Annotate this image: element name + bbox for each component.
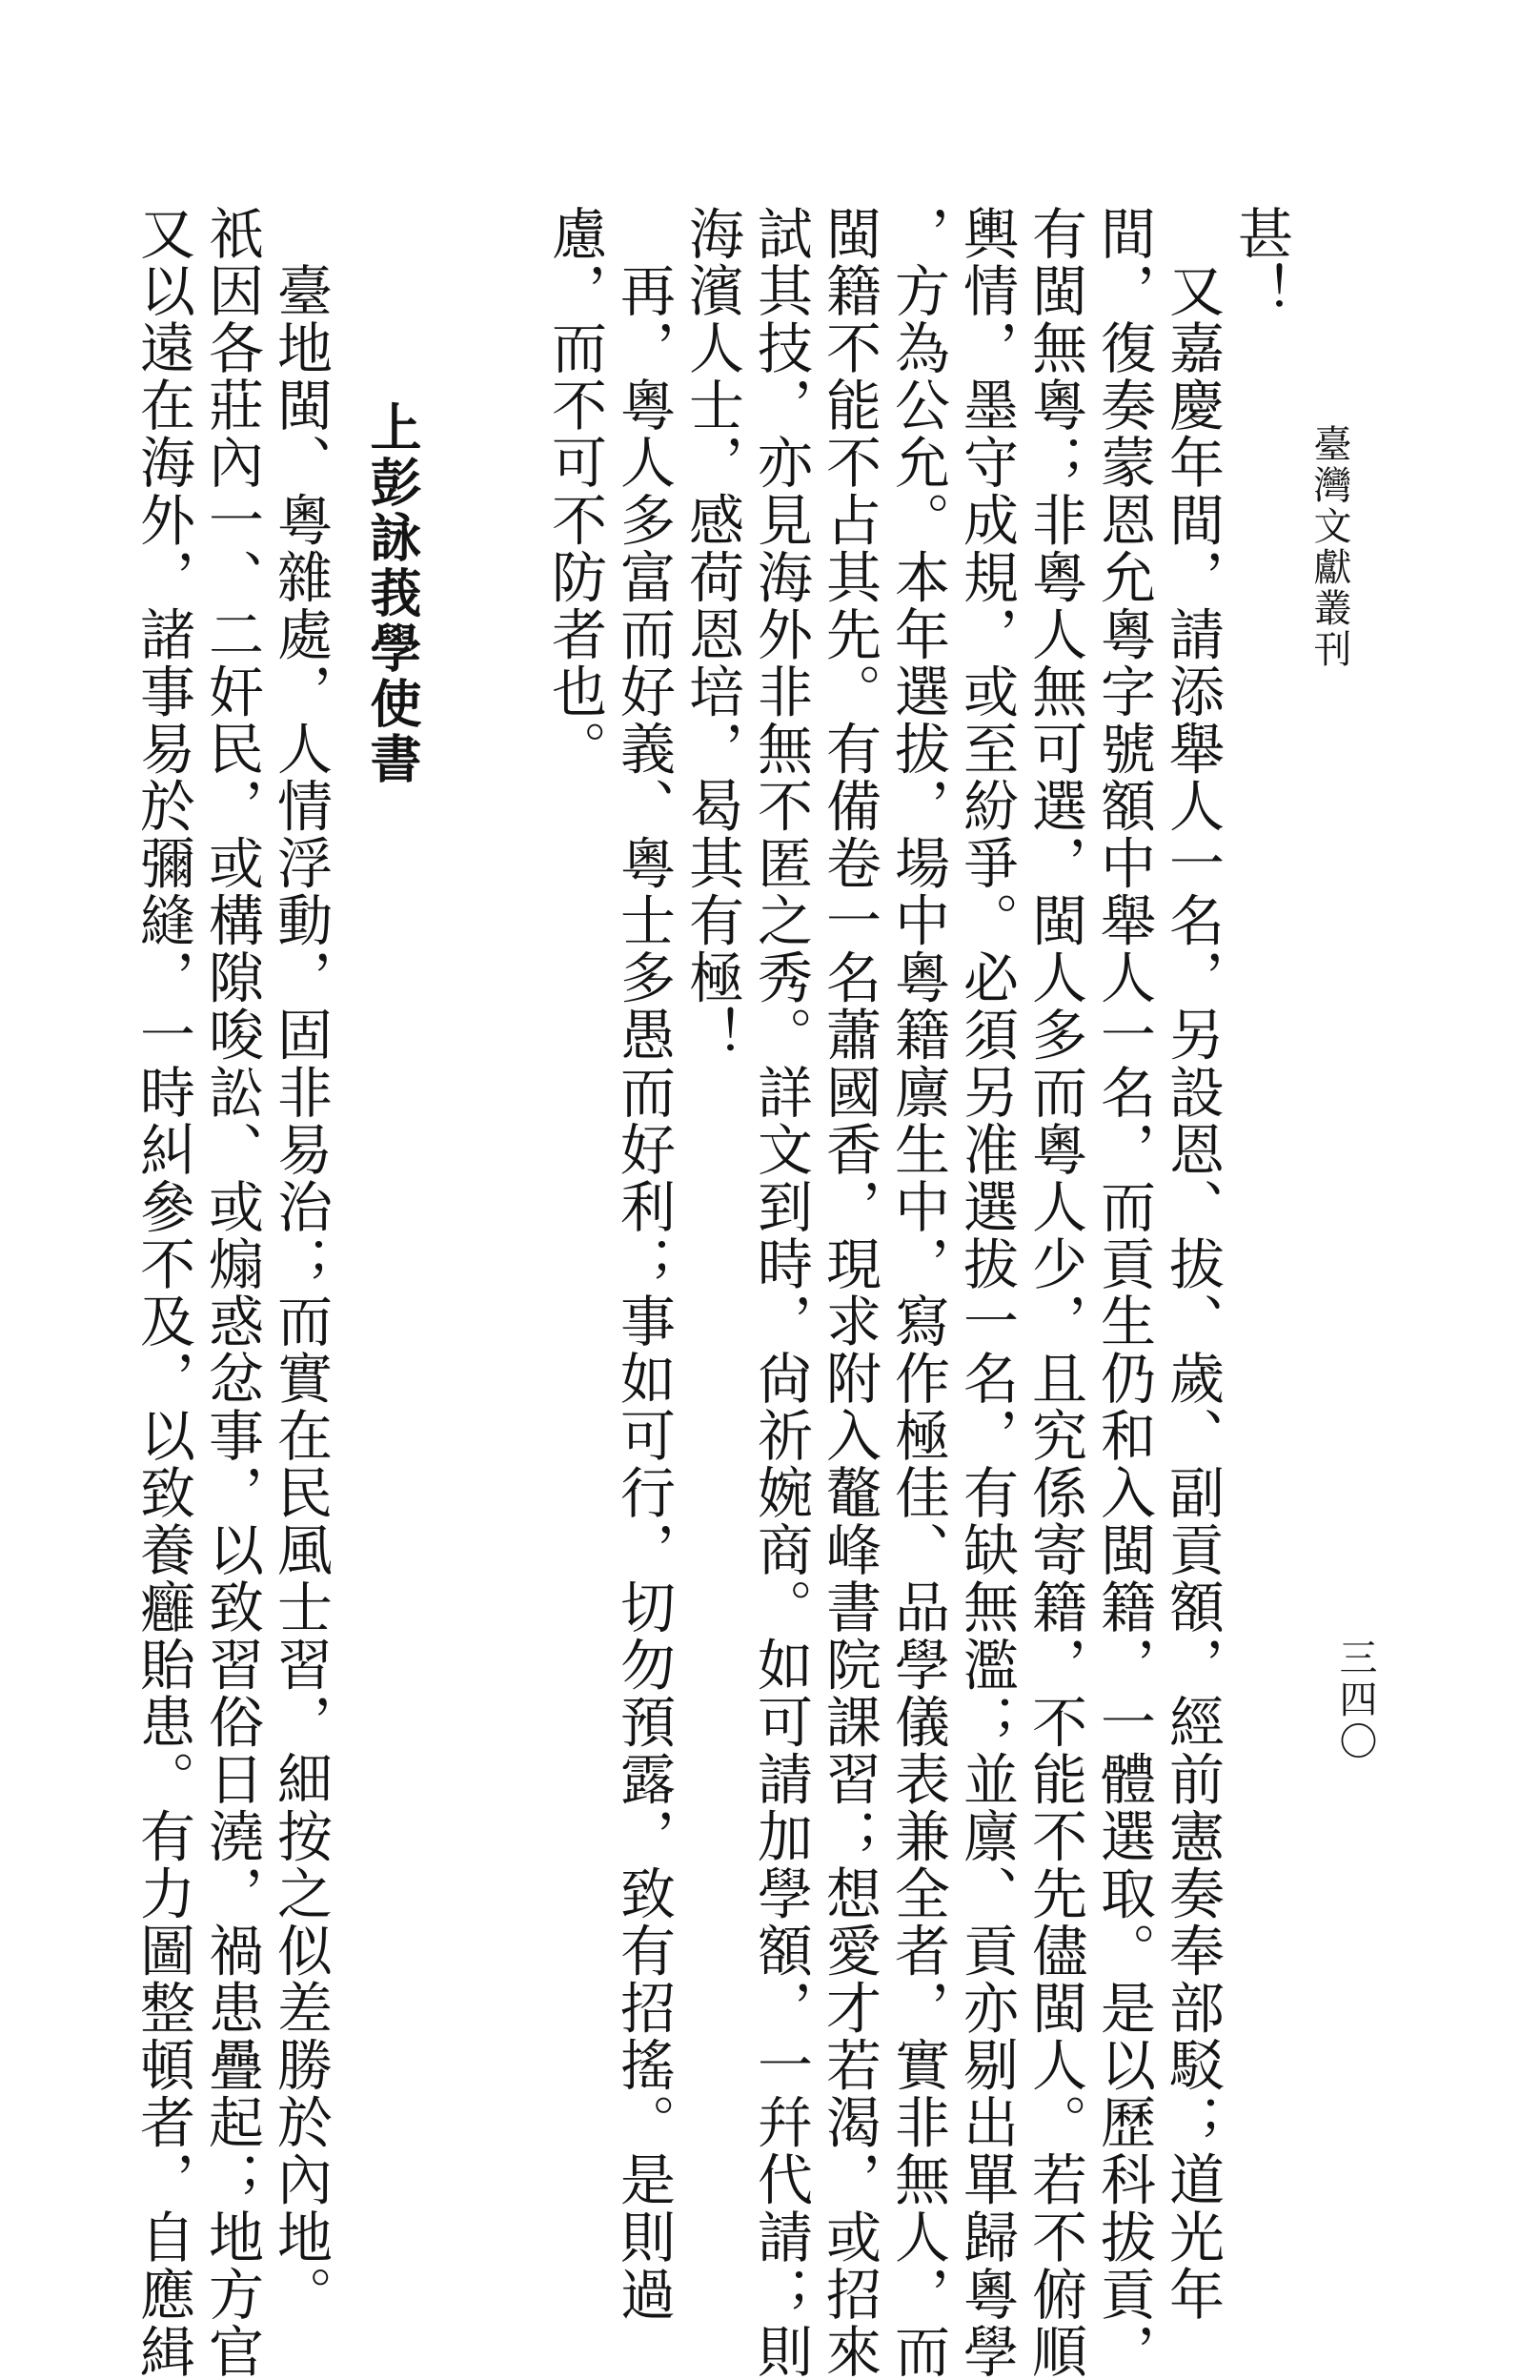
- text-column: ，方為公允。本年選拔，場中粵籍廪生中，寫作極佳、品學儀表兼全者，實非無人，而: [885, 205, 950, 2380]
- text-column: 閩籍不能不占其先。有備卷一名蕭國香，現求附入鼇峰書院課習；想愛才若渴，或招來: [817, 205, 881, 2380]
- running-header-title: 臺灣文獻叢刊: [1307, 424, 1351, 670]
- text-column: 有閩無粵；非粵人無可選，閩人多而粵人少，且究係寄籍，不能不先儘閩人。若不俯順: [1023, 205, 1087, 2380]
- text-column: 慮，而不可不防者也。: [542, 205, 607, 778]
- text-column: 祇因各莊內一、二奸民，或構隙唆訟、或煽惑忿事，以致習俗日澆，禍患疊起；地方官: [199, 205, 264, 2380]
- page-number: 三四〇: [1333, 1638, 1377, 1763]
- text-column: 輿情，墨守成規，或至紛爭。必須另准選拔一名，有缺無濫；並廪、貢亦剔出單歸粵學: [954, 205, 1019, 2380]
- text-column: 又嘉慶年間，請添舉人一名，另設恩、拔、歲、副貢額，經前憲奏奉部駁；道光年: [1160, 205, 1225, 2323]
- text-column: 間，復奏蒙恩允粵字號額中舉人一名，而貢生仍和入閩籍，一體選取。是以歷科拔貢，: [1091, 205, 1156, 2380]
- text-column: 試其技，亦見海外非無不匿之秀。詳文到時，尙祈婉商。如可請加學額，一幷代請；則: [748, 205, 813, 2380]
- text-column: 海濱人士，感荷恩培，曷其有極！: [679, 205, 744, 1064]
- section-title: 上彭詠莪學使書: [362, 400, 423, 787]
- text-column: 再，粵人多富而好義、粵士多愚而好利；事如可行，切勿預露，致有招搖。是則過: [611, 205, 676, 2323]
- text-column: 臺地閩、粵雜處，人情浮動，固非易治；而實在民風士習，細按之似差勝於內地。: [268, 205, 333, 2323]
- text-column: 甚！: [1228, 205, 1293, 320]
- text-column: 又以遠在海外，諸事易於彌縫，一時糾參不及，以致養癰貽患。有力圖整頓者，自應緝: [131, 205, 195, 2380]
